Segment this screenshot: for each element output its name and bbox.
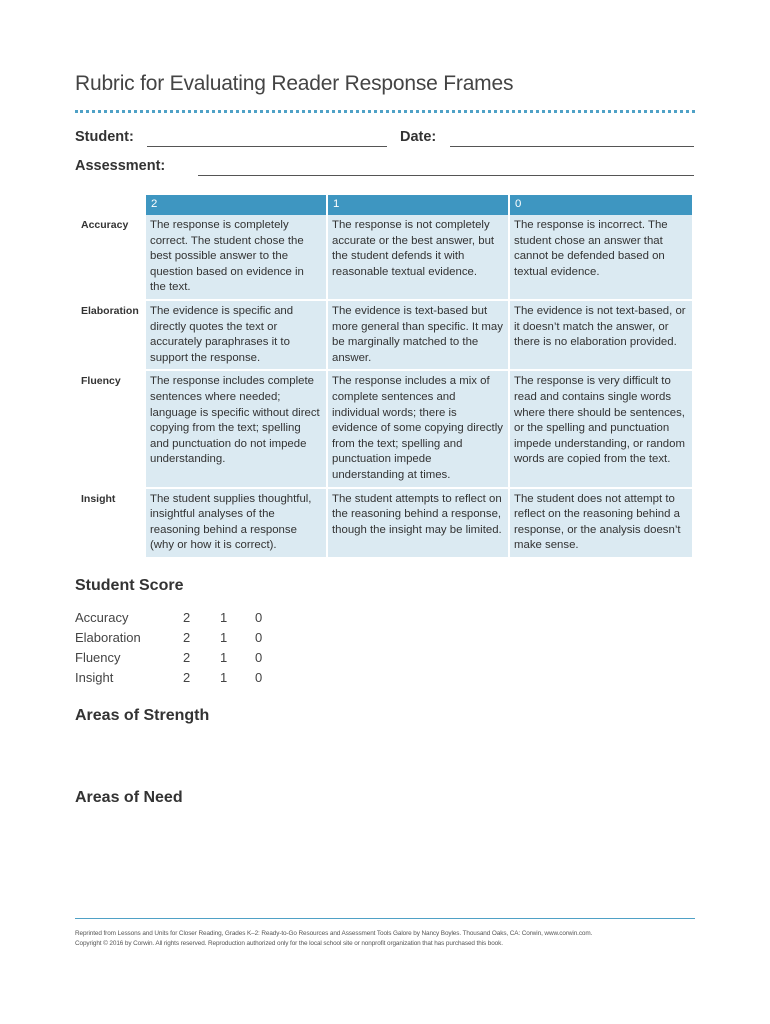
- score-option-2[interactable]: 2: [183, 630, 191, 645]
- score-option-0[interactable]: 0: [255, 670, 263, 685]
- rubric-row-elaboration: [75, 301, 694, 371]
- score-option-2[interactable]: 2: [183, 650, 191, 665]
- row-label-insight: Insight: [75, 489, 146, 559]
- score-header-2: 2: [146, 195, 328, 215]
- rubric-cell: The response includes a mix of complete sentences and individual words; there is evidence of some copying directly from the text; spelling and punctuation impede understanding at times.: [328, 371, 510, 488]
- score-criterion: Fluency: [75, 650, 121, 665]
- student-label: Student:: [75, 129, 134, 145]
- rubric-corner-cell: [75, 195, 146, 215]
- footer-citation: [75, 929, 700, 949]
- footer-line-1: Reprinted from Lessons and Units for Closer Reading, Grades K–2: Ready-to-Go Resources and Assessment Tools Galore by Nancy Boyles. Thousand Oaks, CA: Corwin, www.corwin.com.: [75, 930, 593, 937]
- title-divider: [75, 110, 695, 113]
- student-score-heading: Student Score: [75, 577, 184, 594]
- score-row-elaboration: [75, 630, 275, 648]
- assessment-field[interactable]: [198, 175, 694, 176]
- row-label-elaboration: Elaboration: [75, 301, 146, 371]
- rubric-cell: The evidence is text-based but more general than specific. It may be marginally matched to the answer.: [328, 301, 510, 371]
- score-option-1[interactable]: 1: [220, 650, 228, 665]
- areas-of-need-heading: Areas of Need: [75, 789, 183, 806]
- date-label: Date:: [400, 129, 437, 145]
- rubric-cell: The evidence is not text-based, or it doesn’t match the answer, or there is no elaboration provided.: [510, 301, 694, 371]
- assessment-label: Assessment:: [75, 158, 166, 174]
- row-label-fluency: Fluency: [75, 371, 146, 488]
- score-option-0[interactable]: 0: [255, 610, 263, 625]
- rubric-cell: The student does not attempt to reflect on the reasoning behind a response, or the analysis doesn’t make sense.: [510, 489, 694, 559]
- score-option-1[interactable]: 1: [220, 610, 228, 625]
- footer-divider: [75, 918, 695, 919]
- rubric-row-insight: [75, 489, 694, 559]
- score-row-insight: [75, 670, 275, 688]
- score-row-accuracy: [75, 610, 275, 628]
- footer-line-2: Copyright © 2016 by Corwin. All rights reserved. Reproduction authorized only for the local school site or nonprofit organization that has purchased this book.: [75, 940, 503, 947]
- score-criterion: Accuracy: [75, 610, 129, 625]
- rubric-cell: The response includes complete sentences where needed; language is specific without direct copying from the text; spelling and punctuation do not impede understanding.: [146, 371, 328, 488]
- rubric-cell: The student supplies thoughtful, insightful analyses of the reasoning behind a response (why or how it is correct).: [146, 489, 328, 559]
- score-header-0: 0: [510, 195, 694, 215]
- score-header-1: 1: [328, 195, 510, 215]
- score-option-0[interactable]: 0: [255, 630, 263, 645]
- rubric-header-row: [75, 195, 694, 215]
- page-title: Rubric for Evaluating Reader Response Frames: [75, 72, 514, 95]
- score-option-2[interactable]: 2: [183, 670, 191, 685]
- student-field[interactable]: [147, 146, 387, 147]
- score-row-fluency: [75, 650, 275, 668]
- score-option-2[interactable]: 2: [183, 610, 191, 625]
- rubric-row-accuracy: [75, 215, 694, 301]
- areas-of-strength-heading: Areas of Strength: [75, 707, 210, 724]
- score-option-1[interactable]: 1: [220, 630, 228, 645]
- rubric-cell: The response is incorrect. The student chose an answer that cannot be defended based on textual evidence.: [510, 215, 694, 301]
- rubric-cell: The response is very difficult to read and contains single words where there should be sentences, or the spelling and punctuation impede understanding, or random words are copied from the text.: [510, 371, 694, 488]
- rubric-cell: The response is not completely accurate or the best answer, but the student defends it with reasonable textual evidence.: [328, 215, 510, 301]
- rubric-cell: The student attempts to reflect on the reasoning behind a response, though the insight may be limited.: [328, 489, 510, 559]
- score-option-1[interactable]: 1: [220, 670, 228, 685]
- score-option-0[interactable]: 0: [255, 650, 263, 665]
- rubric-cell: The evidence is specific and directly quotes the text or accurately paraphrases it to support the response.: [146, 301, 328, 371]
- rubric-cell: The response is completely correct. The student chose the best possible answer to the question based on evidence in the text.: [146, 215, 328, 301]
- score-criterion: Elaboration: [75, 630, 141, 645]
- row-label-accuracy: Accuracy: [75, 215, 146, 301]
- date-field[interactable]: [450, 146, 694, 147]
- rubric-row-fluency: [75, 371, 694, 488]
- score-criterion: Insight: [75, 670, 114, 685]
- rubric-table: [75, 195, 694, 559]
